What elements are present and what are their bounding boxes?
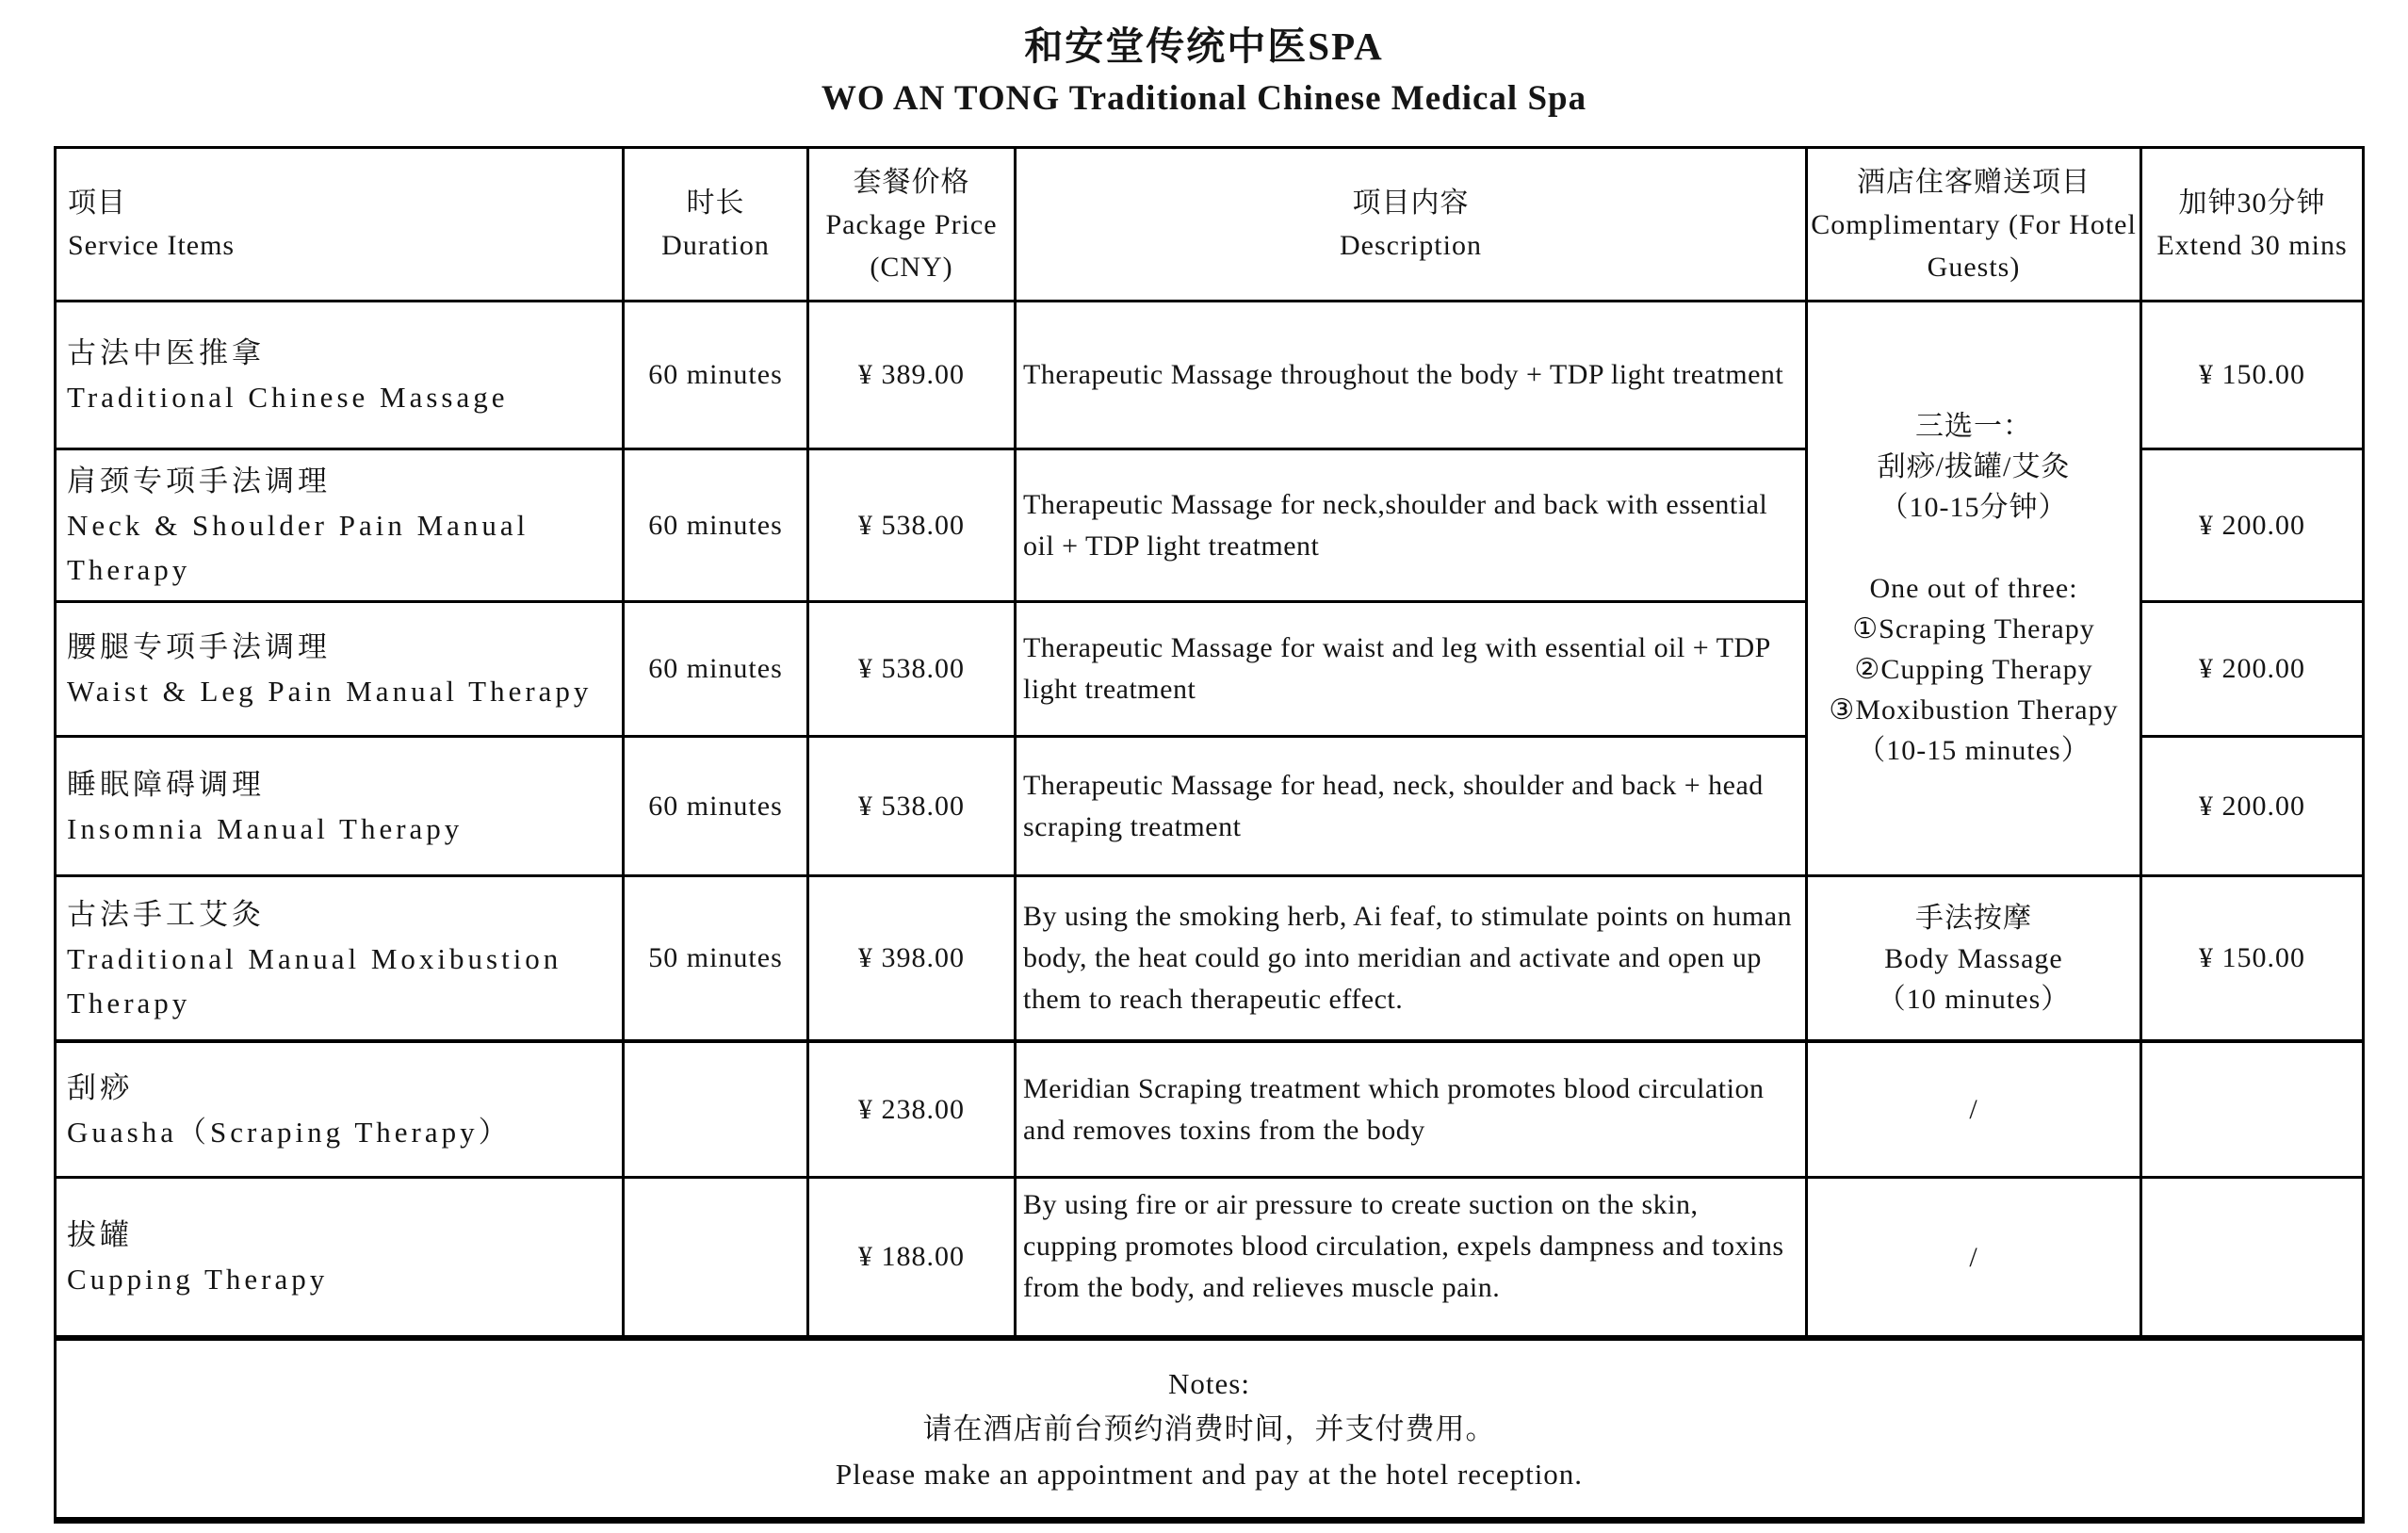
description-cell: Therapeutic Massage throughout the body + TDP light treatment (1017, 302, 1808, 450)
header-description (1017, 149, 1808, 302)
header-complimentary (1808, 149, 2142, 302)
service-name-cell (57, 450, 625, 603)
complimentary-line: 手法按摩 (1915, 902, 2032, 934)
complimentary-cell: / (1808, 1043, 2142, 1179)
duration-cell (625, 1043, 809, 1179)
notes-section (57, 1341, 2362, 1517)
header-package-price (809, 149, 1017, 302)
complimentary-line: （10-15分钟） (1879, 492, 2068, 523)
price-cell: ¥ 238.00 (809, 1043, 1017, 1179)
complimentary-line: ①Scraping Therapy (1852, 613, 2095, 644)
duration-cell (625, 1179, 809, 1341)
header-zh: 时长 (686, 188, 745, 219)
service-name-zh: 睡眠障碍调理 (67, 767, 265, 801)
header-zh: 套餐价格 (853, 166, 970, 198)
complimentary-merged-cell (1808, 302, 2142, 877)
complimentary-line (1812, 528, 2136, 568)
notes-line-zh: 请在酒店前台预约消费时间，并支付费用。 (922, 1411, 1496, 1445)
description-cell: Meridian Scraping treatment which promotes blood circulation and removes toxins from the body (1017, 1043, 1808, 1179)
header-en: Duration (661, 230, 770, 261)
price-cell: ¥ 188.00 (809, 1179, 1017, 1341)
price-cell: ¥ 538.00 (809, 738, 1017, 877)
header-zh: 项目内容 (1352, 188, 1470, 219)
header-zh: 加钟30分钟 (2178, 188, 2326, 219)
header-duration (625, 149, 809, 302)
service-name-en: Traditional Manual Moxibustion Therapy (67, 941, 562, 1019)
service-name-cell (57, 603, 625, 738)
service-name-cell (57, 877, 625, 1043)
price-cell: ¥ 538.00 (809, 450, 1017, 603)
header-en: Package Price (CNY) (825, 208, 998, 283)
service-name-zh: 古法中医推拿 (67, 336, 265, 369)
header-extend (2142, 149, 2362, 302)
service-name-zh: 古法手工艾灸 (67, 897, 265, 931)
duration-cell: 60 minutes (625, 450, 809, 603)
service-name-en: Neck & Shoulder Pain Manual Therapy (67, 509, 529, 586)
header-service-items (57, 149, 625, 302)
title-english: WO AN TONG Traditional Chinese Medical Spa (821, 79, 1587, 118)
duration-cell: 60 minutes (625, 302, 809, 450)
extend-price-cell: ¥ 200.00 (2142, 450, 2362, 603)
description-cell: By using the smoking herb, Ai feaf, to stimulate points on human body, the heat could go into meridian and activate and open up them to reach therapeutic effect. (1017, 877, 1808, 1043)
description-cell: Therapeutic Massage for waist and leg with essential oil + TDP light treatment (1017, 603, 1808, 738)
header-en: Complimentary (For Hotel Guests) (1811, 208, 2137, 283)
extend-price-cell (2142, 1179, 2362, 1341)
service-name-cell (57, 1179, 625, 1341)
price-cell: ¥ 398.00 (809, 877, 1017, 1043)
service-name-zh: 腰腿专项手法调理 (67, 630, 331, 663)
description-cell: Therapeutic Massage for head, neck, shoulder and back + head scraping treatment (1017, 738, 1808, 877)
service-name-zh: 刮痧 (67, 1070, 133, 1104)
price-cell: ¥ 389.00 (809, 302, 1017, 450)
description-cell: By using fire or air pressure to create suction on the skin, cupping promotes blood circulation, expels dampness and toxins from the body, and relieves muscle pain. (1017, 1179, 1808, 1341)
header-en: Description (1340, 230, 1482, 261)
complimentary-cell: / (1808, 1179, 2142, 1341)
service-name-cell (57, 302, 625, 450)
complimentary-line: 三选一： (1915, 411, 2032, 442)
service-name-en: Cupping Therapy (67, 1263, 329, 1296)
price-cell: ¥ 538.00 (809, 603, 1017, 738)
complimentary-line: 刮痧/拔罐/艾灸 (1877, 451, 2071, 482)
service-name-zh: 拔罐 (67, 1218, 133, 1251)
service-name-zh: 肩颈专项手法调理 (67, 465, 331, 497)
complimentary-line: ③Moxibustion Therapy (1829, 694, 2119, 726)
complimentary-line: ②Cupping Therapy (1854, 654, 2093, 685)
service-name-en: Insomnia Manual Therapy (67, 811, 464, 845)
header-en: Extend 30 mins (2156, 230, 2348, 261)
service-name-cell (57, 738, 625, 877)
price-table (54, 146, 2365, 1524)
header-zh: 酒店住客赠送项目 (1857, 166, 2091, 198)
extend-price-cell: ¥ 200.00 (2142, 603, 2362, 738)
notes-heading: Notes: (1168, 1366, 1250, 1400)
notes-line-en: Please make an appointment and pay at the hotel reception. (835, 1457, 1584, 1491)
complimentary-line: （10 minutes） (1877, 983, 2071, 1015)
complimentary-line: One out of three: (1869, 573, 2078, 604)
header-en: Service Items (68, 230, 236, 261)
complimentary-cell (1808, 877, 2142, 1043)
service-name-en: Guasha（Scraping Therapy） (67, 1115, 512, 1149)
extend-price-cell: ¥ 200.00 (2142, 738, 2362, 877)
duration-cell: 60 minutes (625, 603, 809, 738)
complimentary-line: （10-15 minutes） (1857, 735, 2091, 766)
extend-price-cell: ¥ 150.00 (2142, 877, 2362, 1043)
service-name-en: Waist & Leg Pain Manual Therapy (67, 675, 593, 708)
service-name-cell (57, 1043, 625, 1179)
document-header (0, 0, 2408, 119)
duration-cell: 60 minutes (625, 738, 809, 877)
extend-price-cell: ¥ 150.00 (2142, 302, 2362, 450)
service-name-en: Traditional Chinese Massage (67, 381, 509, 414)
extend-price-cell (2142, 1043, 2362, 1179)
title-chinese: 和安堂传统中医SPA (1024, 24, 1384, 68)
complimentary-line: Body Massage (1884, 942, 2063, 974)
duration-cell: 50 minutes (625, 877, 809, 1043)
header-zh: 项目 (68, 188, 126, 219)
description-cell: Therapeutic Massage for neck,shoulder and back with essential oil + TDP light treatment (1017, 450, 1808, 603)
